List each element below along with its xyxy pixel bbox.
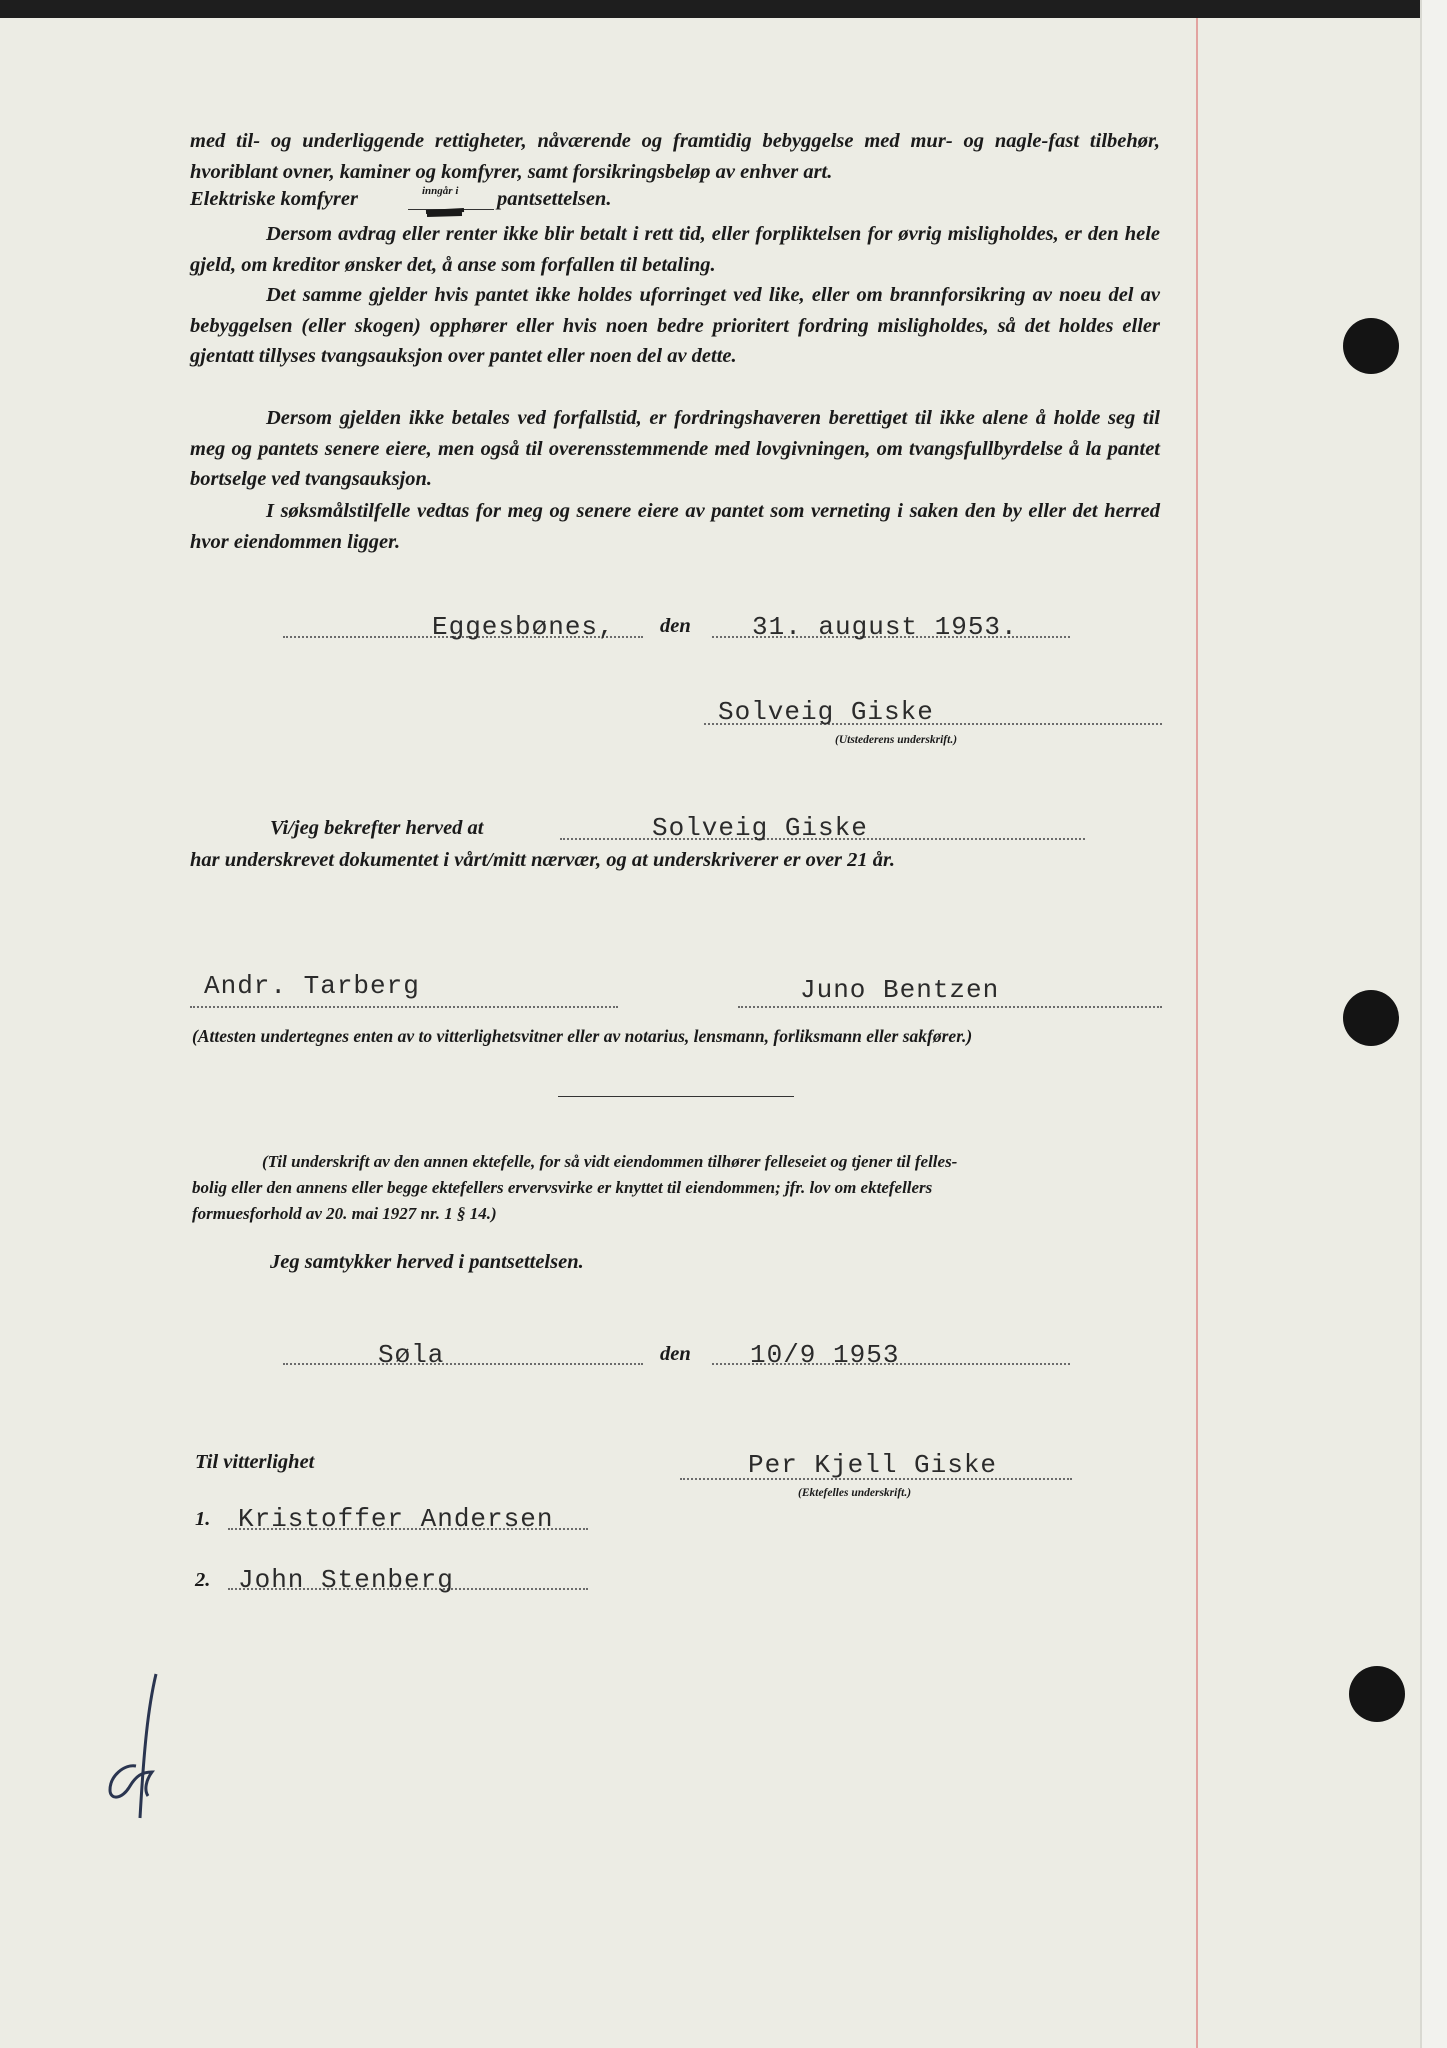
confirmation-name: Solveig Giske	[652, 813, 868, 843]
witness-note: (Attesten undertegnes enten av to vitterlighetsvitner eller av notarius, lensmann, forliksmann eller sakfører.)	[192, 1026, 973, 1046]
den-label-1: den	[660, 615, 691, 637]
issuer-caption: (Utstederens underskrift.)	[835, 734, 958, 746]
confirmation-label: Vi/jeg bekrefter herved at	[270, 817, 484, 839]
witness-left-line	[190, 1006, 618, 1008]
place-2: Søla	[378, 1340, 445, 1370]
paragraph-due: Dersom gjelden ikke betales ved forfallstid, er fordringshaveren berettiget til ikke alene å holde seg til meg og pantets senere eiere, men også til overensstemmende med lovgivningen, om tvangsfullbyrdelse å la pantet bortselge ved tvangsauksjon.	[190, 407, 1160, 490]
witness-2-name: John Stenberg	[238, 1565, 454, 1595]
place-1: Eggesbønes,	[432, 612, 615, 642]
witness-1-name: Kristoffer Andersen	[238, 1504, 554, 1534]
issuer-signature: Solveig Giske	[718, 697, 934, 727]
witness-right: Juno Bentzen	[800, 975, 1000, 1005]
witness-left: Andr. Tarberg	[204, 971, 420, 1001]
til-vitterlighet-label: Til vitterlighet	[195, 1451, 315, 1473]
punch-hole	[1349, 1666, 1405, 1722]
punch-hole	[1343, 318, 1399, 374]
handwritten-initial	[96, 1668, 176, 1828]
date-2: 10/9 1953	[750, 1340, 900, 1370]
struck-out-text-mark	[424, 200, 468, 218]
confirmation-text: har underskrevet dokumentet i vårt/mitt nærvær, og at underskriverer er over 21 år.	[190, 849, 895, 871]
date-1: 31. august 1953.	[752, 612, 1018, 642]
punch-hole	[1343, 990, 1399, 1046]
witness-right-line	[738, 1006, 1162, 1008]
komfyrer-label: Elektriske komfyrer	[190, 188, 358, 210]
section-divider	[558, 1096, 794, 1097]
consent-text: Jeg samtykker herved i pantsettelsen.	[270, 1251, 584, 1273]
paragraph-default: Dersom avdrag eller renter ikke blir betalt i rett tid, eller forpliktelsen for øvrig misligholdes, er den hele gjeld, om kreditor ønsker det, å anse som forfallen til betaling.	[190, 223, 1160, 276]
paragraph-rights: med til- og underliggende rettigheter, nåværende og framtidig bebyggelse med mur- og nagle-fast tilbehør, hvoriblant ovner, kaminer og komfyrer, samt forsikringsbeløp av enhver art.	[190, 130, 1160, 183]
paragraph-venue: I søksmålstilfelle vedtas for meg og senere eiere av pantet som verneting i saken den by eller det herred hvor eiendommen ligger.	[190, 500, 1160, 553]
paragraph-insurance: Det samme gjelder hvis pantet ikke holdes uforringet ved like, eller om brannforsikring av noeu del av bebyggelsen (eller skogen) opphører eller hvis noen bedre prioritert fordring misligholdes, så det holdes eller gjentatt tillyses tvangsauksjon over pantet eller noen del av dette.	[190, 284, 1160, 367]
scan-right-edge	[1420, 0, 1447, 2048]
den-label-2: den	[660, 1343, 691, 1365]
scan-top-edge	[0, 0, 1447, 18]
spouse-caption: (Ektefelles underskrift.)	[798, 1487, 912, 1499]
spouse-note-line3: formuesforhold av 20. mai 1927 nr. 1 § 14.)	[192, 1204, 497, 1223]
spouse-signature: Per Kjell Giske	[748, 1450, 998, 1480]
witness-number-2: 2.	[195, 1569, 211, 1591]
komfyrer-insert: inngår i	[422, 185, 459, 197]
place-line-2	[283, 1363, 643, 1365]
spouse-note-line2: bolig eller den annens eller begge ektefellers ervervsvirke er knyttet til eiendommen; jfr. lov om ektefellers	[192, 1178, 933, 1197]
witness-number-1: 1.	[195, 1508, 211, 1530]
spouse-note-line1: (Til underskrift av den annen ektefelle, for så vidt eiendommen tilhører felleseiet og tjener til felles-	[262, 1152, 958, 1171]
komfyrer-suffix: pantsettelsen.	[497, 188, 612, 210]
margin-line	[1196, 18, 1198, 2048]
